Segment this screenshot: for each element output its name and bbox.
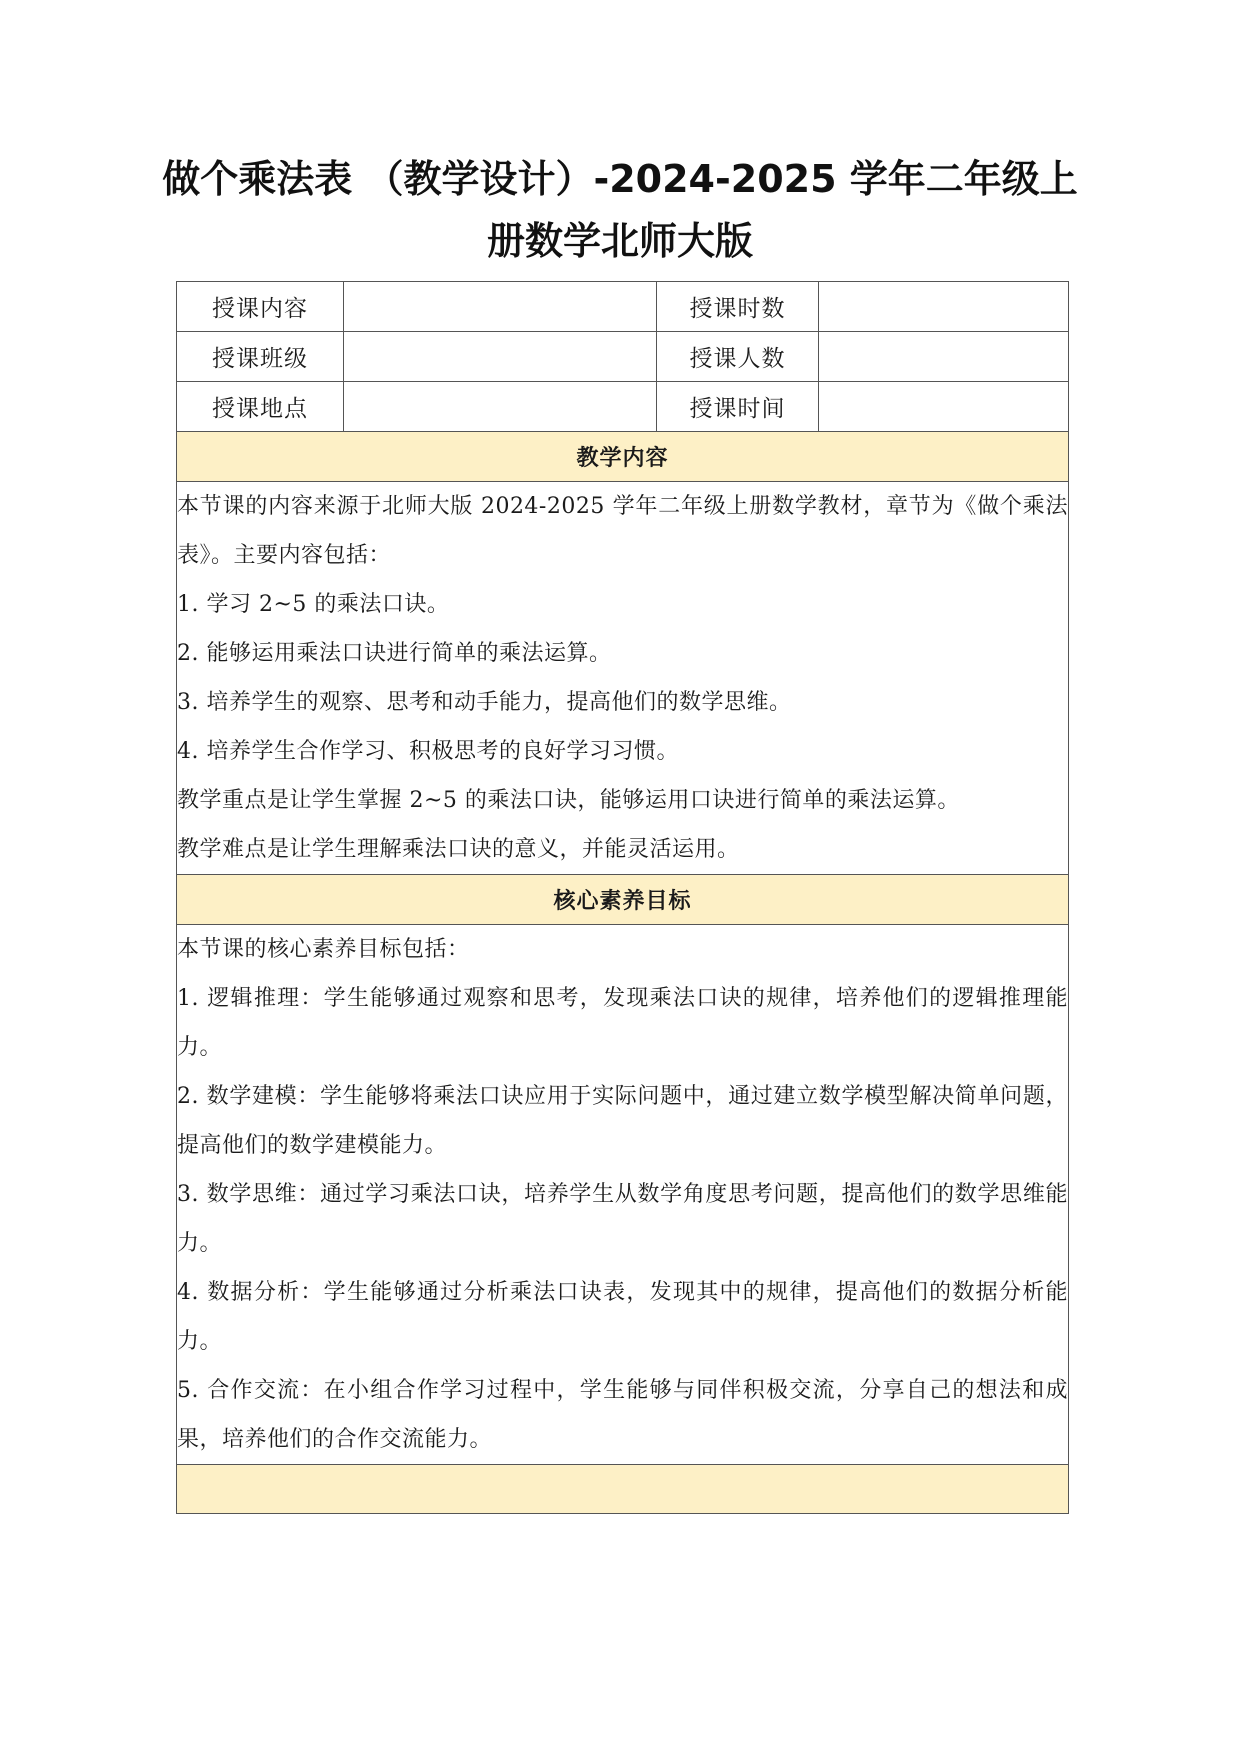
core-literacy-paragraph: 本节课的核心素养目标包括： <box>177 937 470 962</box>
value-student-count <box>819 332 1069 382</box>
lesson-plan-table <box>176 281 1069 1514</box>
core-literacy-paragraph: 1. 逻辑推理：学生能够通过观察和思考，发现乘法口诀的规律，培养他们的逻辑推理能力。 <box>177 986 1068 1060</box>
teaching-content-paragraph: 1. 学习 2~5 的乘法口诀。 <box>177 592 450 617</box>
value-lesson-hours <box>819 282 1069 332</box>
teaching-content-paragraph: 教学难点是让学生理解乘法口诀的意义，并能灵活运用。 <box>177 837 740 862</box>
label-lesson-hours: 授课时数 <box>657 282 819 332</box>
teaching-content-paragraph: 3. 培养学生的观察、思考和动手能力，提高他们的数学思维。 <box>177 690 792 715</box>
label-student-count: 授课人数 <box>657 332 819 382</box>
teaching-content-paragraph: 4. 培养学生合作学习、积极思考的良好学习习惯。 <box>177 739 679 764</box>
info-row-class <box>177 332 1069 382</box>
document-title <box>150 148 1090 272</box>
value-lesson-class <box>344 332 657 382</box>
value-lesson-content <box>344 282 657 332</box>
label-lesson-class: 授课班级 <box>177 332 344 382</box>
value-lesson-time <box>819 382 1069 432</box>
teaching-content-paragraph: 2. 能够运用乘法口诀进行简单的乘法运算。 <box>177 641 612 666</box>
label-lesson-content: 授课内容 <box>177 282 344 332</box>
label-lesson-location: 授课地点 <box>177 382 344 432</box>
info-row-content <box>177 282 1069 332</box>
teaching-content-heading: 教学内容 <box>177 432 1069 482</box>
info-row-location <box>177 382 1069 432</box>
teaching-content-header-row <box>177 432 1069 482</box>
document-title-line-2: 册数学北师大版 <box>486 219 753 263</box>
teaching-content-paragraph: 教学重点是让学生掌握 2~5 的乘法口诀，能够运用口诀进行简单的乘法运算。 <box>177 788 960 813</box>
label-lesson-time: 授课时间 <box>657 382 819 432</box>
value-lesson-location <box>344 382 657 432</box>
core-literacy-paragraph: 2. 数学建模：学生能够将乘法口诀应用于实际问题中，通过建立数学模型解决简单问题，提高他们的数学建模能力。 <box>177 1084 1068 1158</box>
core-literacy-paragraph: 3. 数学思维：通过学习乘法口诀，培养学生从数学角度思考问题，提高他们的数学思维能力。 <box>177 1182 1068 1256</box>
next-section-header-row <box>177 1465 1069 1514</box>
teaching-content-body-row <box>177 482 1069 875</box>
core-literacy-body-row <box>177 925 1069 1465</box>
next-section-heading <box>177 1465 1069 1514</box>
core-literacy-header-row <box>177 875 1069 925</box>
teaching-content-body <box>177 482 1069 875</box>
core-literacy-paragraph: 4. 数据分析：学生能够通过分析乘法口诀表，发现其中的规律，提高他们的数据分析能力。 <box>177 1280 1068 1354</box>
core-literacy-paragraph: 5. 合作交流：在小组合作学习过程中，学生能够与同伴积极交流，分享自己的想法和成果，培养他们的合作交流能力。 <box>177 1378 1068 1452</box>
core-literacy-heading: 核心素养目标 <box>177 875 1069 925</box>
core-literacy-body <box>177 925 1069 1465</box>
document-title-line-1: 做个乘法表 （教学设计）-2024-2025 学年二年级上 <box>162 157 1078 201</box>
teaching-content-paragraph: 本节课的内容来源于北师大版 2024-2025 学年二年级上册数学教材，章节为《做个乘法表》。主要内容包括： <box>177 494 1068 568</box>
